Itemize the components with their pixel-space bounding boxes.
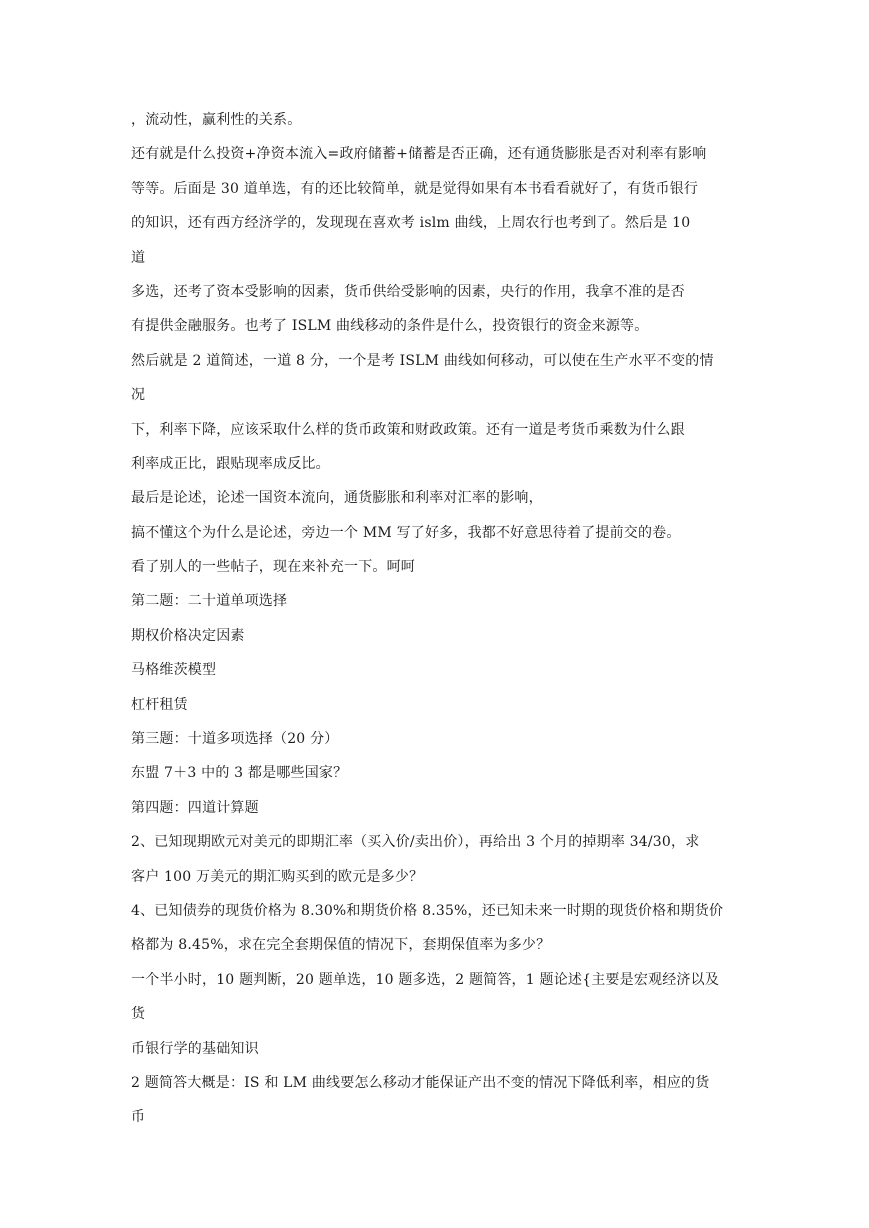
text-line: 况 [131, 387, 146, 404]
text-line: 货 [131, 1006, 146, 1023]
text-line: 还有就是什么投资+净资本流入=政府储蓄+储蓄是否正确，还有通货膨胀是否对利率有影响 [131, 146, 707, 163]
text-line: 利率成正比，跟贴现率成反比。 [131, 455, 330, 472]
section-heading: 第四题：四道计算题 [131, 799, 259, 816]
text-line: 下，利率下降，应该采取什么样的货币政策和财政政策。还有一道是考货币乘数为什么跟 [131, 421, 685, 438]
text-line: 4、已知债券的现货价格为 8.30%和期货价格 8.35%，还已知未来一时期的现货价格和期货价 [131, 902, 724, 919]
text-line: 道 [131, 249, 146, 266]
document-body [131, 110, 743, 1142]
text-line: 2、已知现期欧元对美元的即期汇率（买入价/卖出价），再给出 3 个月的掉期率 34/30，求 [131, 834, 700, 851]
text-line: 东盟 7＋3 中的 3 都是哪些国家？ [131, 765, 348, 782]
text-line: 最后是论述，论述一国资本流向，通货膨胀和利率对汇率的影响， [131, 490, 543, 507]
text-line: 的知识，还有西方经济学的，发现现在喜欢考 islm 曲线，上周农行也考到了。然后是 10 [131, 215, 691, 232]
text-line: 期权价格决定因素 [131, 627, 245, 644]
text-line: 杠杆租赁 [131, 696, 188, 713]
text-line: 客户 100 万美元的期汇购买到的欧元是多少？ [131, 868, 424, 885]
section-heading: 第二题：二十道单项选择 [131, 593, 288, 610]
section-heading: 第三题：十道多项选择（20 分） [131, 731, 339, 748]
text-line: 马格维茨模型 [131, 662, 217, 679]
text-line: 搞不懂这个为什么是论述，旁边一个 MM 写了好多，我都不好意思待着了提前交的卷。 [131, 524, 681, 541]
text-line: 格都为 8.45%，求在完全套期保值的情况下，套期保值率为多少？ [131, 937, 551, 954]
text-line: 等等。后面是 30 道单选，有的还比较简单，就是觉得如果有本书看看就好了，有货币银行 [131, 180, 699, 197]
text-line: 币银行学的基础知识 [131, 1040, 259, 1057]
text-line: ，流动性，赢利性的关系。 [131, 112, 302, 128]
text-line: 币 [131, 1109, 146, 1126]
text-line: 有提供金融服务。也考了 ISLM 曲线移动的条件是什么，投资银行的资金来源等。 [131, 318, 649, 335]
text-line: 2 题简答大概是：IS 和 LM 曲线要怎么移动才能保证产出不变的情况下降低利率，相应的货 [131, 1074, 710, 1091]
text-line: 一个半小时，10 题判断，20 题单选，10 题多选，2 题简答，1 题论述{主要是宏观经济以及 [131, 971, 720, 988]
text-line: 看了别人的一些帖子，现在来补充一下。呵呵 [131, 559, 415, 576]
text-line: 多选，还考了资本受影响的因素，货币供给受影响的因素，央行的作用，我拿不准的是否 [131, 283, 685, 300]
text-line: 然后就是 2 道简述，一道 8 分，一个是考 ISLM 曲线如何移动，可以使在生产水平不变的情 [131, 352, 714, 369]
